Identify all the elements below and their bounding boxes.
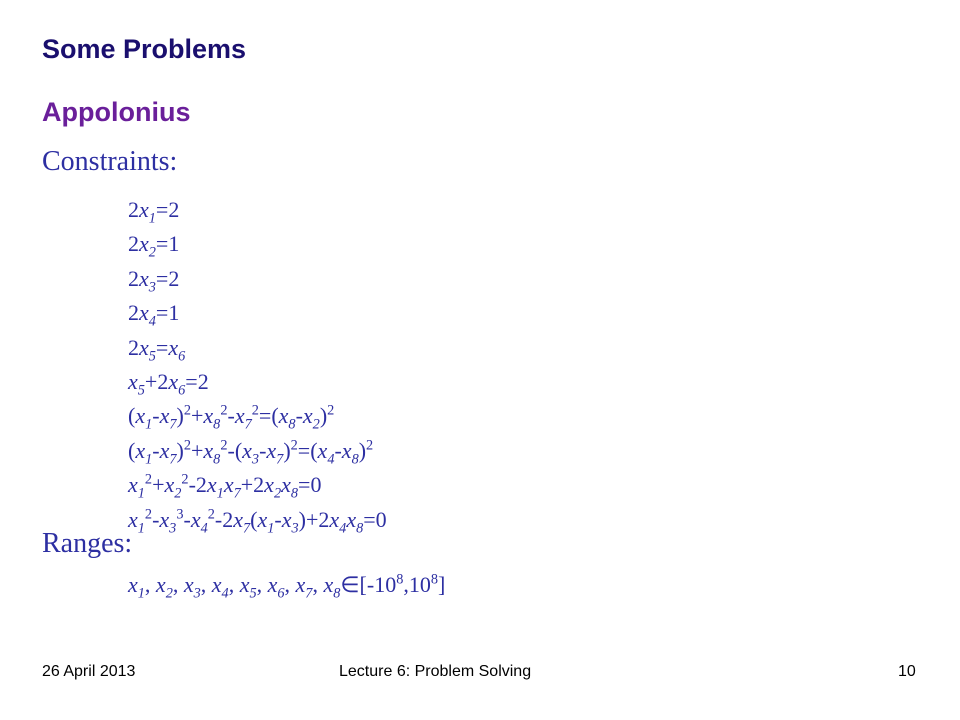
- footer-lecture-title: Lecture 6: Problem Solving: [339, 663, 532, 680]
- ranges-expression: $x_1$, $x_2$, $x_3$, $x_4$, $x_5$, $x_6$, $x_7$, $x_8\in[-10^8,10^8]$: [128, 571, 446, 602]
- constraint-equation: $2x_4=1$: [128, 300, 180, 330]
- constraint-equation: $(x_1-x_7)^2+x_8^2-x_7^2=(x_8-x_2)^2$: [128, 403, 335, 433]
- slide-title: Some Problems: [42, 34, 247, 64]
- constraint-equation: $2x_3=2$: [128, 265, 180, 296]
- constraint-equation: $2x_1=2$: [128, 197, 180, 227]
- constraint-equation: $x_1^2-x_3^3-x_4^2-2x_7(x_1-x_3)+2x_4x_8=0$: [128, 506, 387, 536]
- slide-subtitle: Appolonius: [42, 97, 191, 127]
- constraint-equation: $2x_2=1$: [128, 231, 180, 261]
- constraints-list: [128, 196, 387, 540]
- constraint-equation: $x_1^2+x_2^2-2x_1x_7+2x_2x_8=0$: [128, 471, 322, 502]
- footer-page-number: 10: [898, 663, 916, 680]
- constraint-equation: $2x_5=x_6$: [128, 334, 186, 364]
- ranges-heading: Ranges:: [42, 528, 133, 559]
- footer-date: 26 April 2013: [42, 663, 136, 680]
- constraint-equation: $(x_1-x_7)^2+x_8^2-(x_3-x_7)^2=(x_4-x_8)^2$: [128, 437, 374, 468]
- constraint-equation: $x_5+2x_6=2$: [128, 368, 209, 399]
- constraints-heading: Constraints:: [42, 146, 178, 177]
